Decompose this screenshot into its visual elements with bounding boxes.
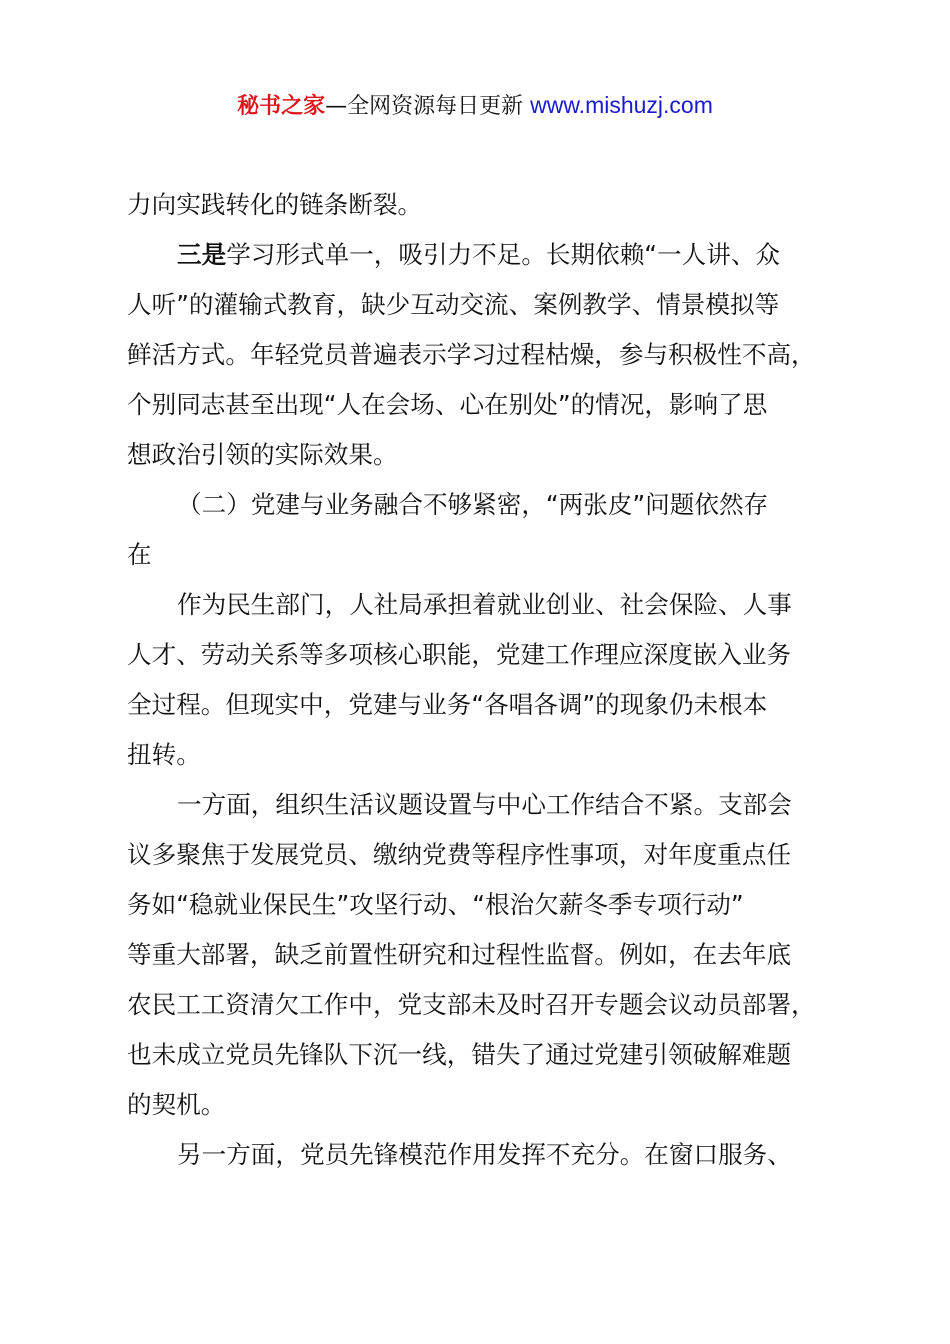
- page-header: [0, 90, 950, 122]
- text-line: 作为民生部门，人社局承担着就业创业、社会保险、人事: [177, 590, 792, 619]
- text-line: 的契机。: [127, 1090, 226, 1119]
- text-line: 全过程。但现实中，党建与业务“各唱各调”的现象仍未根本: [127, 690, 768, 719]
- text-line: 等重大部署，缺乏前置性研究和过程性监督。例如，在去年底: [127, 940, 792, 969]
- text-line: 务如“稳就业保民生”攻坚行动、“根治欠薪冬季专项行动”: [127, 890, 744, 919]
- text-line: 扭转。: [127, 740, 201, 769]
- text-line: 力向实践转化的链条断裂。: [127, 190, 423, 219]
- text-line: 也未成立党员先锋队下沉一线，错失了通过党建引领破解难题: [127, 1040, 792, 1069]
- document-body: [127, 180, 857, 1180]
- text-line: 想政治引领的实际效果。: [127, 440, 398, 469]
- text-line: 鲜活方式。年轻党员普遍表示学习过程枯燥，参与积极性不高，: [127, 340, 816, 369]
- text-line: 个别同志甚至出现“人在会场、心在别处”的情况，影响了思: [127, 390, 768, 419]
- section-heading-cont: 在: [127, 540, 152, 569]
- lead-bold: 三是: [177, 240, 227, 269]
- text-line: 一方面，组织生活议题设置与中心工作结合不紧。支部会: [177, 790, 792, 819]
- header-tagline: —全网资源每日更新: [325, 94, 524, 119]
- site-url[interactable]: www.mishuzj.com: [530, 92, 713, 118]
- brand-name: 秘书之家: [237, 94, 326, 119]
- text-line: 另一方面，党员先锋模范作用发挥不充分。在窗口服务、: [177, 1140, 792, 1169]
- text-line: [127, 230, 857, 280]
- text-line-rest: 学习形式单一，吸引力不足。长期依赖“一人讲、众: [226, 240, 781, 269]
- text-line: 人才、劳动关系等多项核心职能，党建工作理应深度嵌入业务: [127, 640, 792, 669]
- text-line: 人听”的灌输式教育，缺少互动交流、案例教学、情景模拟等: [127, 290, 780, 319]
- text-line: 议多聚焦于发展党员、缴纳党费等程序性事项，对年度重点任: [127, 840, 792, 869]
- section-heading: （二）党建与业务融合不够紧密，“两张皮”问题依然存: [177, 490, 769, 519]
- text-line: 农民工工资清欠工作中，党支部未及时召开专题会议动员部署，: [127, 990, 816, 1019]
